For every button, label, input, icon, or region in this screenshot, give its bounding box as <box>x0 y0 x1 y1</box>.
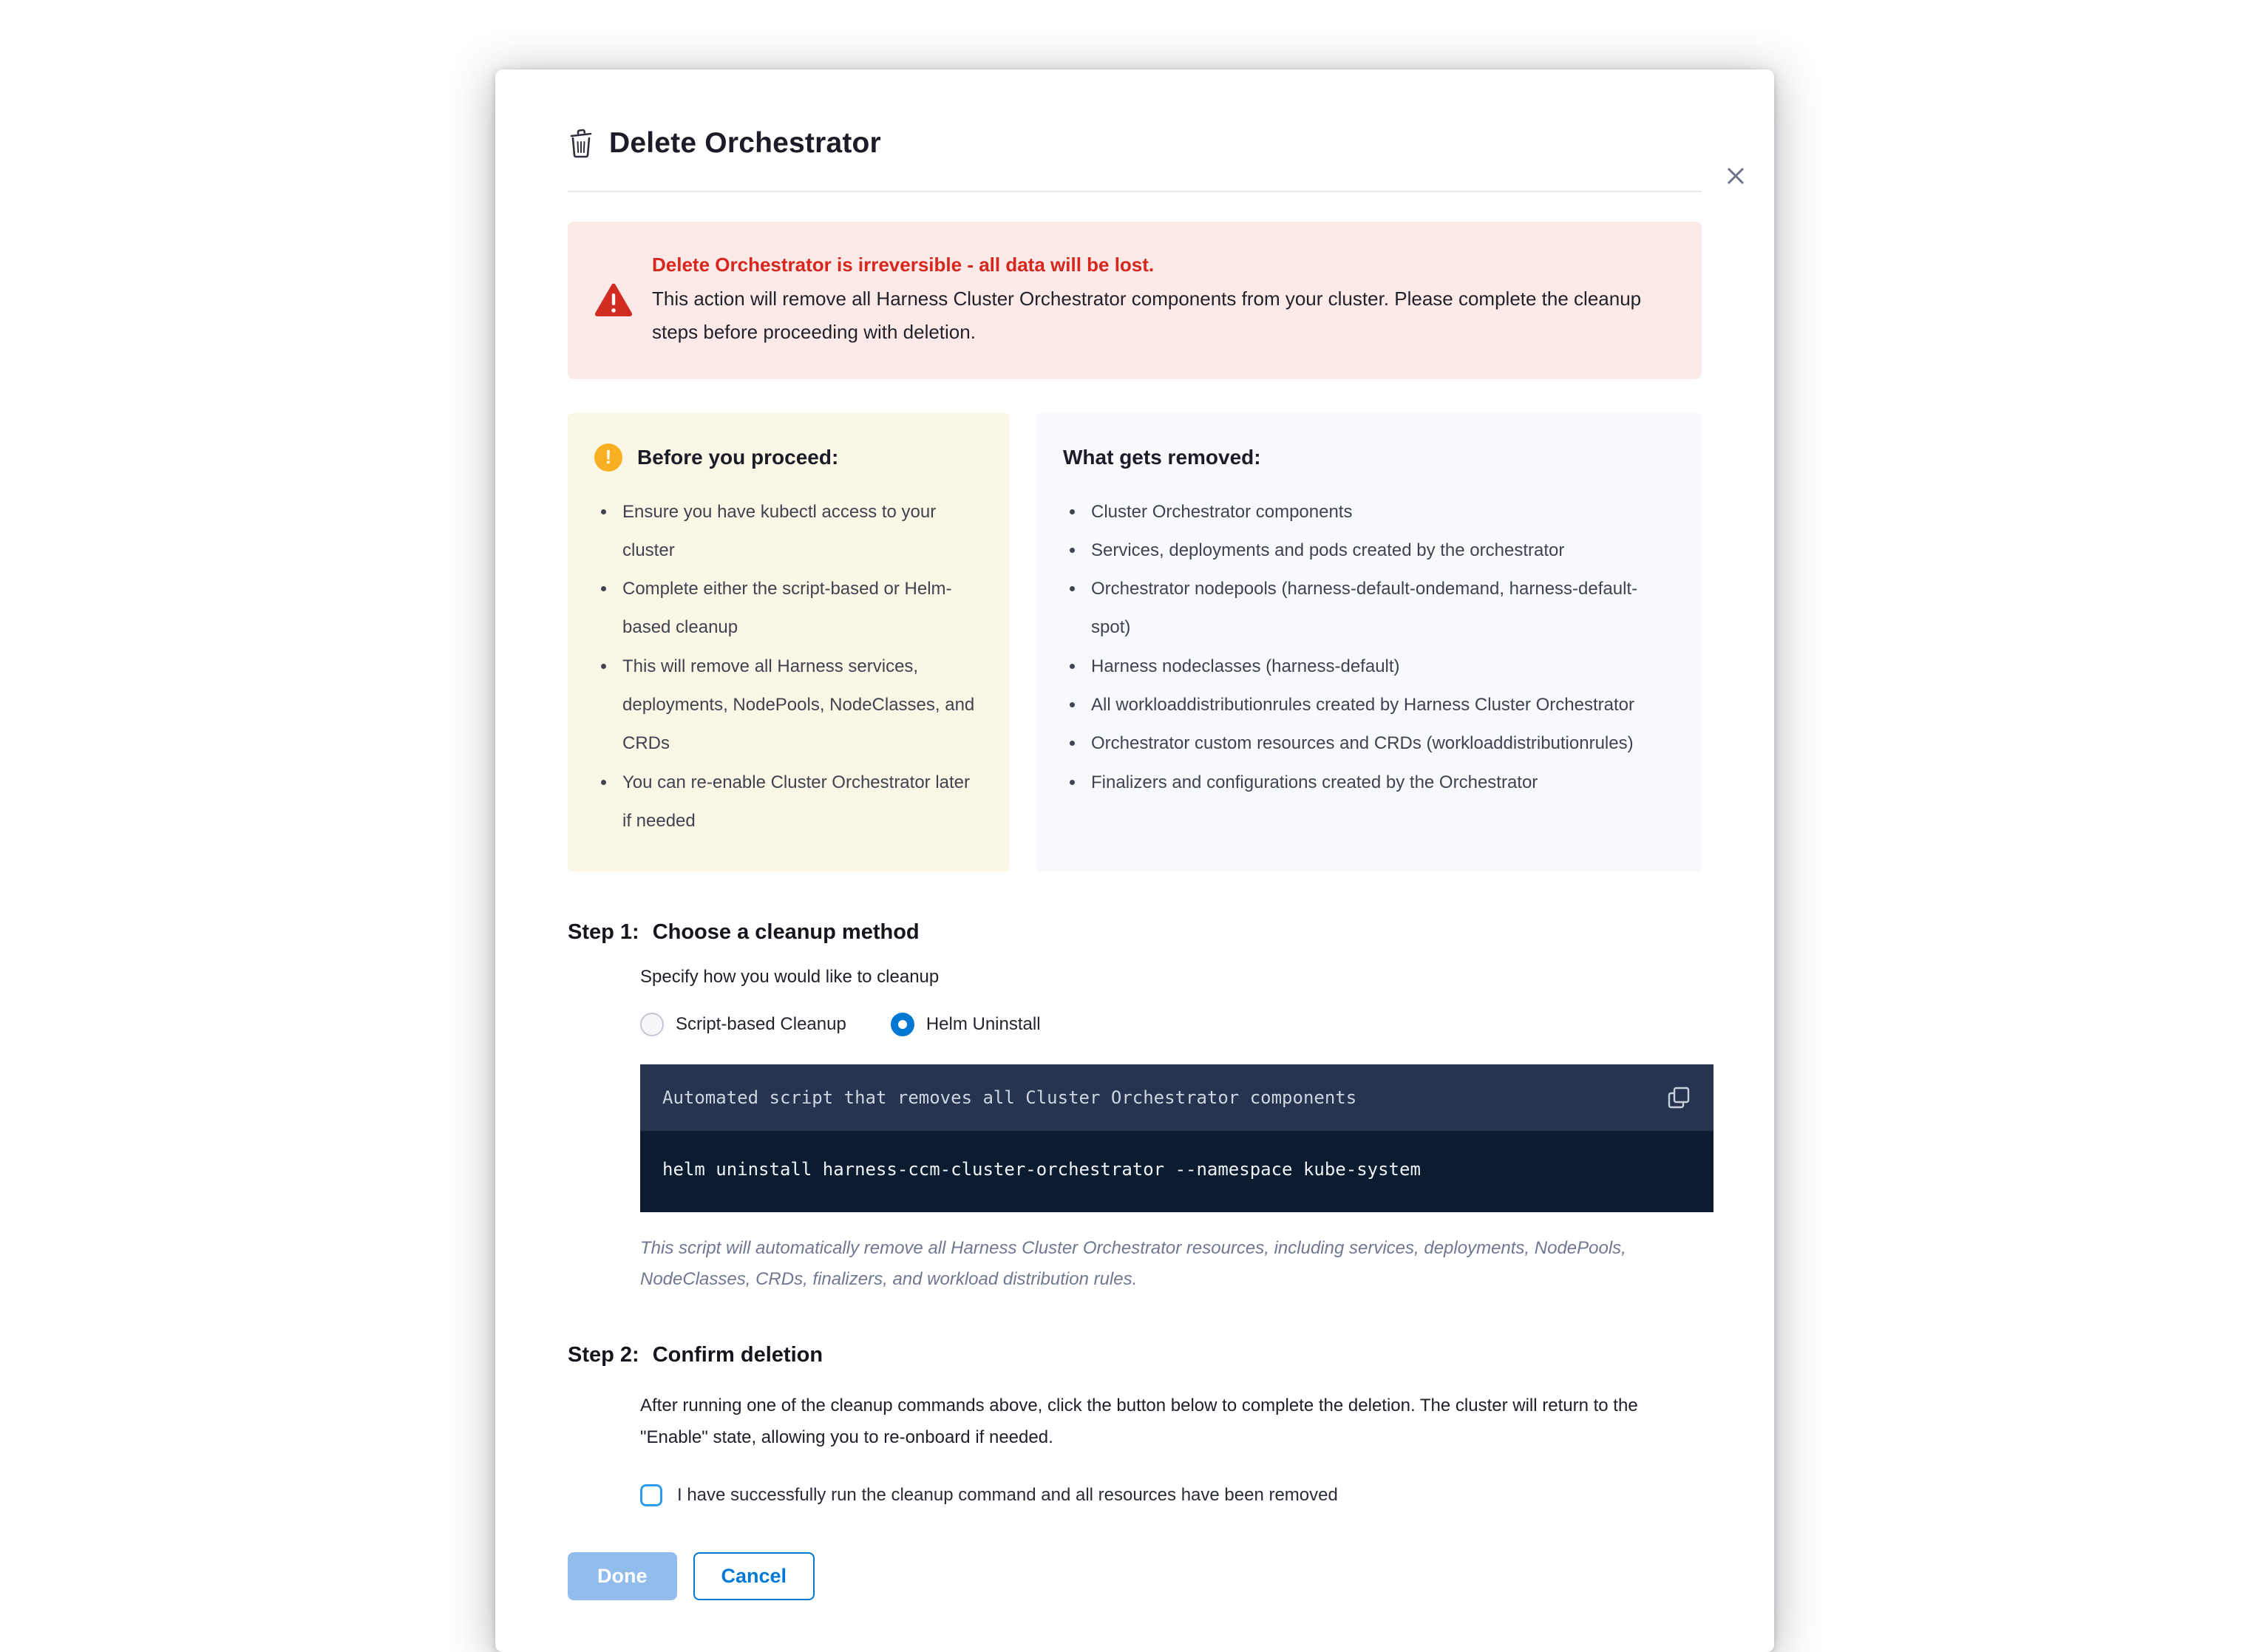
confirm-deletion-description: After running one of the cleanup commands above, click the button below to complete the deletion. The cluster will return to the "Enable" state, allowing you to re-onboard if needed. <box>640 1395 1638 1448</box>
warning-triangle-icon <box>594 282 633 350</box>
confirm-checkbox[interactable] <box>640 1484 662 1506</box>
warning-body: This action will remove all Harness Cluster Orchestrator components from your cluster. Please complete the cleanup steps before proceeding with deletion. <box>652 287 1642 343</box>
step2-heading <box>568 1343 1702 1367</box>
step1-section <box>568 920 1702 1294</box>
info-panels <box>568 413 1702 872</box>
close-icon[interactable] <box>1719 160 1752 192</box>
list-item: • Cluster Orchestrator components <box>1085 493 1675 531</box>
modal-header <box>495 69 1774 160</box>
before-panel-title: Before you proceed: <box>637 445 839 469</box>
cleanup-code-block <box>640 1064 1714 1212</box>
header-divider <box>568 191 1702 192</box>
list-item: • All workloaddistributionrules created by Harness Cluster Orchestrator <box>1085 686 1675 724</box>
page-title: Delete Orchestrator <box>609 127 881 159</box>
code-header-text: Automated script that removes all Cluster Orchestrator components <box>662 1087 1357 1109</box>
warning-text-group <box>652 248 1672 350</box>
code-block-body <box>640 1131 1714 1212</box>
step1-label: Step 1: <box>568 920 639 945</box>
list-item: • Harness nodeclasses (harness-default) <box>1085 647 1675 686</box>
removed-panel-list <box>1063 493 1675 803</box>
cancel-button[interactable]: Cancel <box>693 1552 815 1600</box>
step2-section <box>568 1343 1702 1506</box>
list-item: • Ensure you have kubectl access to your cluster <box>617 493 983 571</box>
radio-script-based-cleanup[interactable]: Script-based Cleanup <box>640 1013 846 1036</box>
before-panel-header <box>594 441 983 474</box>
list-item: • Services, deployments and pods created by the orchestrator <box>1085 531 1675 570</box>
confirm-checkbox-row[interactable] <box>640 1484 1702 1506</box>
warning-title: Delete Orchestrator is irreversible - all data will be lost. <box>652 254 1155 276</box>
cleanup-method-radio-group <box>640 1013 1702 1036</box>
trash-icon <box>568 129 594 158</box>
removed-panel-title: What gets removed: <box>1063 445 1261 469</box>
modal-footer <box>568 1552 1702 1600</box>
step2-body <box>640 1390 1702 1506</box>
list-item: • You can re-enable Cluster Orchestrator later if needed <box>617 764 983 841</box>
step2-title: Confirm deletion <box>652 1342 823 1367</box>
step1-title: Choose a cleanup method <box>652 920 920 945</box>
removed-panel-header <box>1063 441 1675 474</box>
list-item: • This will remove all Harness services, deployments, NodePools, NodeClasses, and CRDs <box>617 647 983 764</box>
before-panel-list <box>594 493 983 841</box>
what-gets-removed-panel <box>1036 413 1702 872</box>
list-item: • Orchestrator custom resources and CRDs (workloaddistributionrules) <box>1085 724 1675 763</box>
list-item: • Orchestrator nodepools (harness-default-ondemand, harness-default-spot) <box>1085 570 1675 647</box>
list-item: • Finalizers and configurations created by the Orchestrator <box>1085 764 1675 802</box>
radio-helm-uninstall[interactable]: Helm Uninstall <box>891 1013 1041 1036</box>
code-block-header <box>640 1064 1714 1131</box>
script-note: This script will automatically remove all Harness Cluster Orchestrator resources, including services, deployments, NodePools, NodeClasses, CRDs, finalizers, and workload distribution rules. <box>640 1238 1626 1289</box>
step2-label: Step 2: <box>568 1342 639 1367</box>
radio-unselected-icon[interactable] <box>640 1013 664 1036</box>
confirm-checkbox-label: I have successfully run the cleanup command and all resources have been removed <box>677 1485 1338 1506</box>
alert-circle-icon: ! <box>594 443 622 472</box>
done-button[interactable]: Done <box>568 1552 677 1600</box>
warning-banner <box>568 222 1702 379</box>
step1-body <box>640 967 1702 1294</box>
step1-heading <box>568 920 1702 945</box>
cleanup-method-subtitle: Specify how you would like to cleanup <box>640 967 940 988</box>
radio-selected-icon[interactable] <box>891 1013 914 1036</box>
helm-uninstall-command: helm uninstall harness-ccm-cluster-orchestrator --namespace kube-system <box>662 1159 1421 1180</box>
list-item: • Complete either the script-based or Helm-based cleanup <box>617 570 983 647</box>
copy-icon[interactable] <box>1666 1085 1691 1110</box>
before-you-proceed-panel <box>568 413 1010 872</box>
delete-orchestrator-modal <box>495 69 1774 1652</box>
